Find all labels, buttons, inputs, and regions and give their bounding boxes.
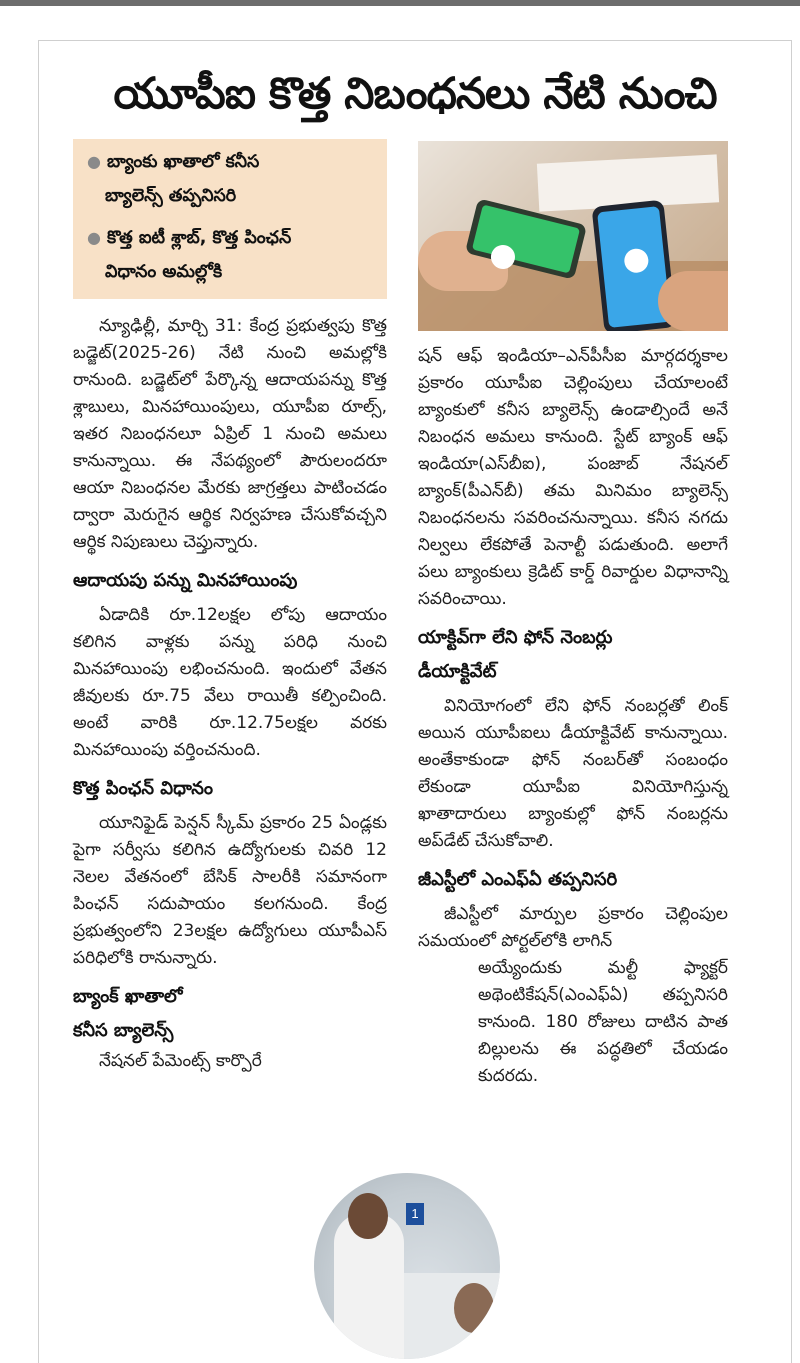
subheading-bank-balance: బ్యాంక్ ఖాతాలో కనీస బ్యాలెన్స్: [73, 986, 183, 1041]
bank-counter-photo: [314, 1173, 500, 1359]
paragraph: ఏడాదికి రూ.12లక్షల లోపు ఆదాయం కలిగిన వాళ్లకు పన్ను పరిధి నుంచి మినహాయింపు లభించనుంది. ఇందులో వేతన జీవులకు రూ.75 వేలు రాయితీ కల్పించింది. అంటే వారికి రూ.12.75లక్షల వరకు మినహాయింపు వర్తించనుంది.: [73, 605, 387, 760]
headline: యూపీఐ కొత్త నిబంధనలు నేటి నుంచి: [113, 69, 717, 119]
paragraph: వినియోగంలో లేని ఫోన్ నంబర్లతో లింక్ అయిన యూపీఐలు డీయాక్టివేట్ కానున్నాయి. అంతేకాకుండా ఫోన్ నంబర్‌తో సంబంధం లేకుండా యూపీఐ వినియోగిస్తున్న ఖాతాదారులు బ్యాంకుల్లో ఫోన్ నంబర్లను అప్‌డేట్ చేసుకోవాలి.: [418, 696, 728, 851]
intro-paragraph: న్యూఢిల్లీ, మార్చి 31: కేంద్ర ప్రభుత్వపు కొత్త బడ్జెట్(2025-26) నేటి నుంచి అమల్లోకి రానుంది. బడ్జెట్‌లో పేర్కొన్న ఆదాయపన్ను కొత్త శ్లాబులు, మినహాయింపులు, యూపీఐ రూల్స్, ఇతర నిబంధనలూ ఏప్రిల్ 1 నుంచి అమలు కానున్నాయి. ఈ నేపథ్యంలో పౌరులందరూ ఆయా నిబంధనల మేరకు జాగ్రత్తలు పాటించడం ద్వారా మెరుగైన ఆర్థిక నిర్వహణ చేసుకోవచ్చని ఆర్థిక నిపుణులు చెప్తున్నారు.: [73, 316, 387, 552]
column-right: [418, 343, 728, 1090]
column-left: [73, 313, 387, 1075]
top-bar: [0, 0, 800, 6]
highlights-box: [73, 139, 387, 299]
counter-sign: 1: [406, 1203, 424, 1225]
subheading-deactivate: యాక్టివ్‌గా లేని ఫోన్ నెంబర్లు డీయాక్టివేట్: [418, 627, 613, 682]
upi-payment-photo: [418, 141, 728, 331]
paragraph: నేషనల్ పేమెంట్స్ కార్పొరే: [99, 1051, 262, 1071]
paragraph: షన్ ఆఫ్ ఇండియా–ఎన్‌పీసీఐ మార్గదర్శకాల ప్రకారం యూపీఐ చెల్లింపులు చేయాలంటే బ్యాంకులో కనీస బ్యాలెన్స్ ఉండాల్సిందే అనే నిబంధన అమలు కానుంది. స్టేట్ బ్యాంక్ ఆఫ్ ఇండియా(ఎస్‌బీఐ), పంజాబ్ నేషనల్ బ్యాంక్(పీఎన్‌బీ) తమ మినిమం బ్యాలెన్స్ నిబంధనలను సవరించనున్నాయి. కనీస నగదు నిల్వలు లేకపోతే పెనాల్టీ పడుతుంది. అలాగే పలు బ్యాంకులు క్రెడిట్ కార్డ్ రివార్డుల విధానాన్ని సవరించాయి.: [418, 346, 728, 609]
subheading-pension: కొత్త పింఛన్ విధానం: [73, 778, 214, 799]
bullet-icon: ●: [87, 152, 101, 171]
paragraph: అయ్యేందుకు మల్టీ ఫ్యాక్టర్ అథెంటికేషన్(ఎంఎఫ్ఏ) తప్పనిసరి కానుంది. 180 రోజులు దాటిన పాత బిల్లులను ఈ పద్ధతిలో చేయడం కుదరదు.: [478, 958, 728, 1086]
news-clipping: [38, 40, 792, 1363]
highlight-item: ● బ్యాంకు ఖాతాలో కనీస బ్యాలెన్స్ తప్పనిసరి: [87, 152, 260, 206]
subheading-gst-mfa: జీఎస్టీలో ఎంఎఫ్ఏ తప్పనిసరి: [418, 869, 618, 890]
highlight-item: ● కొత్త ఐటీ శ్లాబ్, కొత్త పింఛన్ విధానం అమల్లోకి: [87, 228, 292, 282]
paragraph: యూనిఫైడ్ పెన్షన్ స్కీమ్ ప్రకారం 25 ఏండ్లకు పైగా సర్వీసు కలిగిన ఉద్యోగులకు చివరి 12 నెలల వేతనంలో బేసిక్ సాలరీకి సమానంగా పింఛన్ సదుపాయం కలగనుంది. కేంద్ర ప్రభుత్వంలోని 23లక్షల ఉద్యోగులు యూపీఎస్ పరిధిలోకి రానున్నారు.: [73, 813, 387, 968]
subheading-income-tax: ఆదాయపు పన్ను మినహాయింపు: [73, 570, 298, 591]
paragraph: జీఎస్టీలో మార్పుల ప్రకారం చెల్లింపుల సమయంలో పోర్టల్‌లోకి లాగిన్: [418, 904, 728, 951]
bullet-icon: ●: [87, 228, 101, 247]
